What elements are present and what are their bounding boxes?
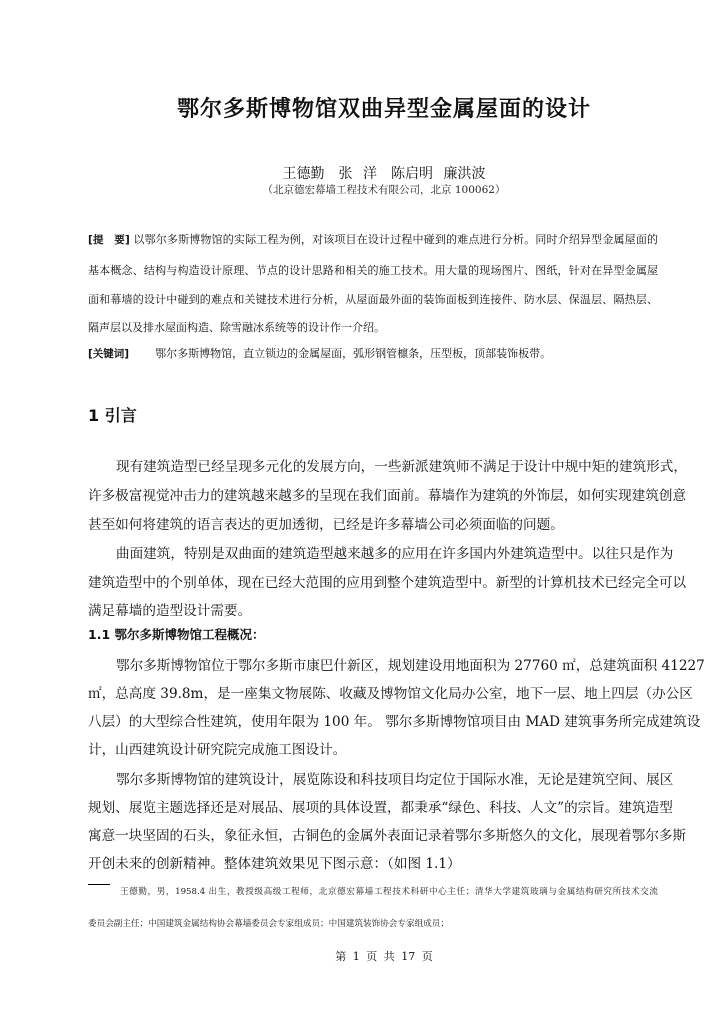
section-heading: 1 引言 — [88, 406, 137, 425]
keywords: [关键词] 鄂尔多斯博物馆，直立锁边的金属屋面，弧形钢管檩条，压型板，顶部装饰板带。 — [88, 347, 552, 360]
paragraph-line: 满足幕墙的造型设计需要。 — [88, 603, 252, 619]
paragraph-line: 曲面建筑，特别是双曲面的建筑造型越来越多的应用在许多国内外建筑造型中。以往只是作为 — [116, 546, 674, 562]
paragraph-line: 计，山西建筑设计研究院完成施工图设计。 — [88, 742, 347, 758]
footnote-line: 王德勤，男，1958.4 出生，教授级高级工程师，北京德宏幕墙工程技术科研中心主任；清华大学建筑玻璃与金属结构研究所技术交流 — [120, 887, 658, 897]
authors: 王德勤 张 洋 陈启明 廉洪波 — [282, 166, 486, 182]
footnote-line: 委员会副主任；中国建筑金属结构协会幕墙委员会专家组成员；中国建筑装饰协会专家组成员； — [88, 919, 449, 929]
abstract-line: 隔声层以及排水屋面构造、除雪融冰系统等的设计作一介绍。 — [88, 321, 385, 334]
paragraph-line: 规划、展览主题选择还是对展品、展项的具体设置，都秉承“绿色、科技、人文”的宗旨。建筑造型 — [88, 800, 673, 816]
paragraph-line: 鄂尔多斯博物馆的建筑设计，展览陈设和科技项目均定位于国际水准，无论是建筑空间、展区 — [116, 772, 674, 788]
paragraph-line: 许多极富视觉冲击力的建筑越来越多的呈现在我们面前。幕墙作为建筑的外饰层，如何实现建筑创意 — [88, 488, 687, 504]
abstract-line: [提 要] 以鄂尔多斯博物馆的实际工程为例，对该项目在设计过程中碰到的难点进行分析。同时介绍异型金属屋面的 — [88, 233, 659, 246]
paragraph-line: 建筑造型中的个别单体，现在已经大范围的应用到整个建筑造型中。新型的计算机技术已经完全可以 — [88, 575, 687, 591]
abstract-line: 面和幕墙的设计中碰到的难点和关键技术进行分析，从屋面最外面的装饰面板到连接件、防水层、保温层、隔热层、 — [88, 293, 658, 306]
paragraph-line: 甚至如何将建筑的语言表达的更加透彻，已经是许多幕墙公司必须面临的问题。 — [88, 517, 564, 533]
page-number: 第 1 页 共 17 页 — [335, 950, 433, 963]
paragraph-line: 现有建筑造型已经呈现多元化的发展方向，一些新派建筑师不满足于设计中规中矩的建筑形式， — [116, 459, 687, 475]
abstract-label: [提 要] — [88, 234, 130, 246]
paragraph-line: 开创未来的创新精神。整体建筑效果见下图示意：（如图 1.1） — [88, 856, 461, 872]
subsection-heading: 1.1 鄂尔多斯博物馆工程概况： — [88, 627, 265, 642]
affiliation: （北京德宏幕墙工程技术有限公司，北京 100062） — [262, 184, 506, 196]
paragraph-line: 鄂尔多斯博物馆位于鄂尔多斯市康巴什新区，规划建设用地面积为 27760 ㎡，总建筑面积 41227 — [116, 658, 705, 674]
paragraph-line: 寓意一块坚固的石头，象征永恒，古铜色的金属外表面记录着鄂尔多斯悠久的文化，展现着鄂尔多斯 — [88, 828, 687, 844]
paragraph-line: 八层）的大型综合性建筑，使用年限为 100 年。 鄂尔多斯博物馆项目由 MAD 建筑事务所完成建筑设 — [88, 714, 701, 730]
keywords-label: [关键词] — [88, 348, 130, 360]
document-title: 鄂尔多斯博物馆双曲异型金属屋面的设计 — [176, 97, 591, 122]
abstract-line: 基本概念、结构与构造设计原理、节点的设计思路和相关的施工技术。用大量的现场图片、图纸，针对在异型金属屋 — [88, 264, 658, 277]
paragraph-line: ㎡，总高度 39.8m，是一座集文物展陈、收藏及博物馆文化局办公室，地下一层、地上四层（办公区 — [88, 686, 693, 702]
